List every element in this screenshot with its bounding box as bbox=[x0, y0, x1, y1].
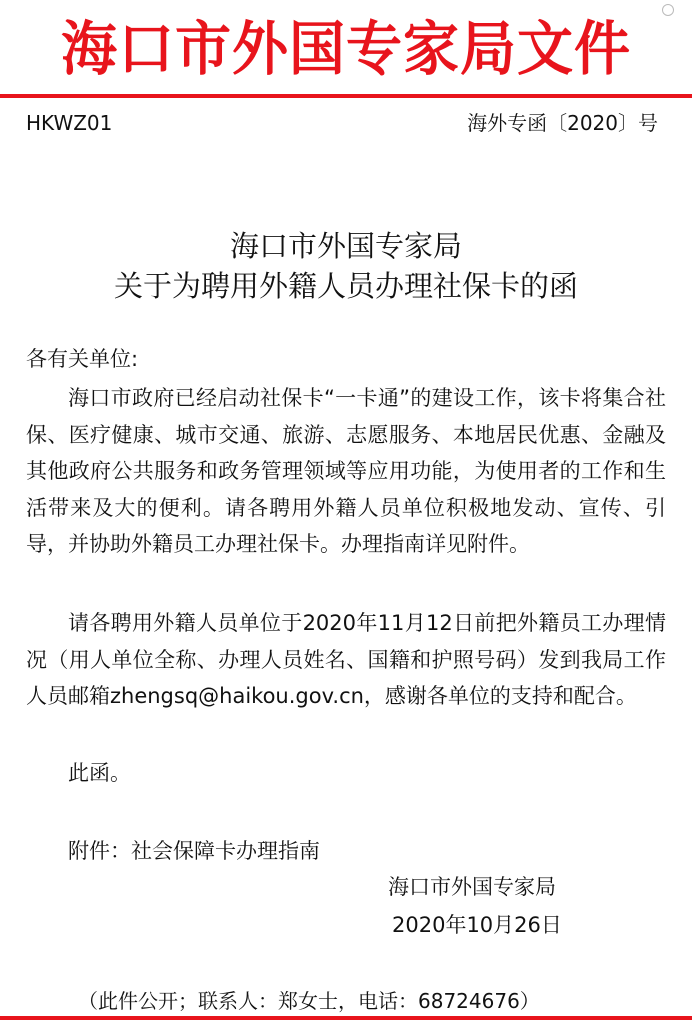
footer-contact-note: （此件公开；联系人：郑女士，电话：68724676） bbox=[78, 989, 540, 1013]
document-title-subject: 关于为聘用外籍人员办理社保卡的函 bbox=[113, 269, 578, 303]
masthead-title: 海口市外国专家局文件 bbox=[61, 15, 631, 84]
signature-issuer: 海口市外国专家局 bbox=[388, 875, 556, 899]
footer-red-rule bbox=[0, 1016, 692, 1020]
salutation: 各有关单位: bbox=[26, 347, 139, 371]
attachment-line: 附件：社会保障卡办理指南 bbox=[68, 839, 320, 863]
body-paragraph-2: 请各聘用外籍人员单位于2020年11月12日前把外籍员工办理情况（用人单位全称、办理人员姓名、国籍和护照号码）发到我局工作人员邮箱zhengsq@haikou.gov.cn，感谢各单位的支持和配合。 bbox=[26, 611, 666, 708]
body-paragraph-1: 海口市政府已经启动社保卡“一卡通”的建设工作，该卡将集合社保、医疗健康、城市交通、旅游、志愿服务、本地居民优惠、金融及其他政府公共服务和政务管理领域等应用功能，为使用者的工作和生活带来及大的便利。请各聘用外籍人员单位积极地发动、宣传、引导，并协助外籍员工办理社保卡。办理指南详见附件。 bbox=[26, 386, 666, 556]
closing-phrase: 此函。 bbox=[68, 761, 131, 785]
signature-date: 2020年10月26日 bbox=[392, 913, 562, 937]
document-code: HKWZ01 bbox=[26, 111, 113, 135]
document-title-issuer: 海口市外国专家局 bbox=[229, 229, 462, 263]
masthead-red-rule bbox=[0, 94, 692, 98]
document-number: 海外专函〔2020〕号 bbox=[467, 111, 658, 135]
